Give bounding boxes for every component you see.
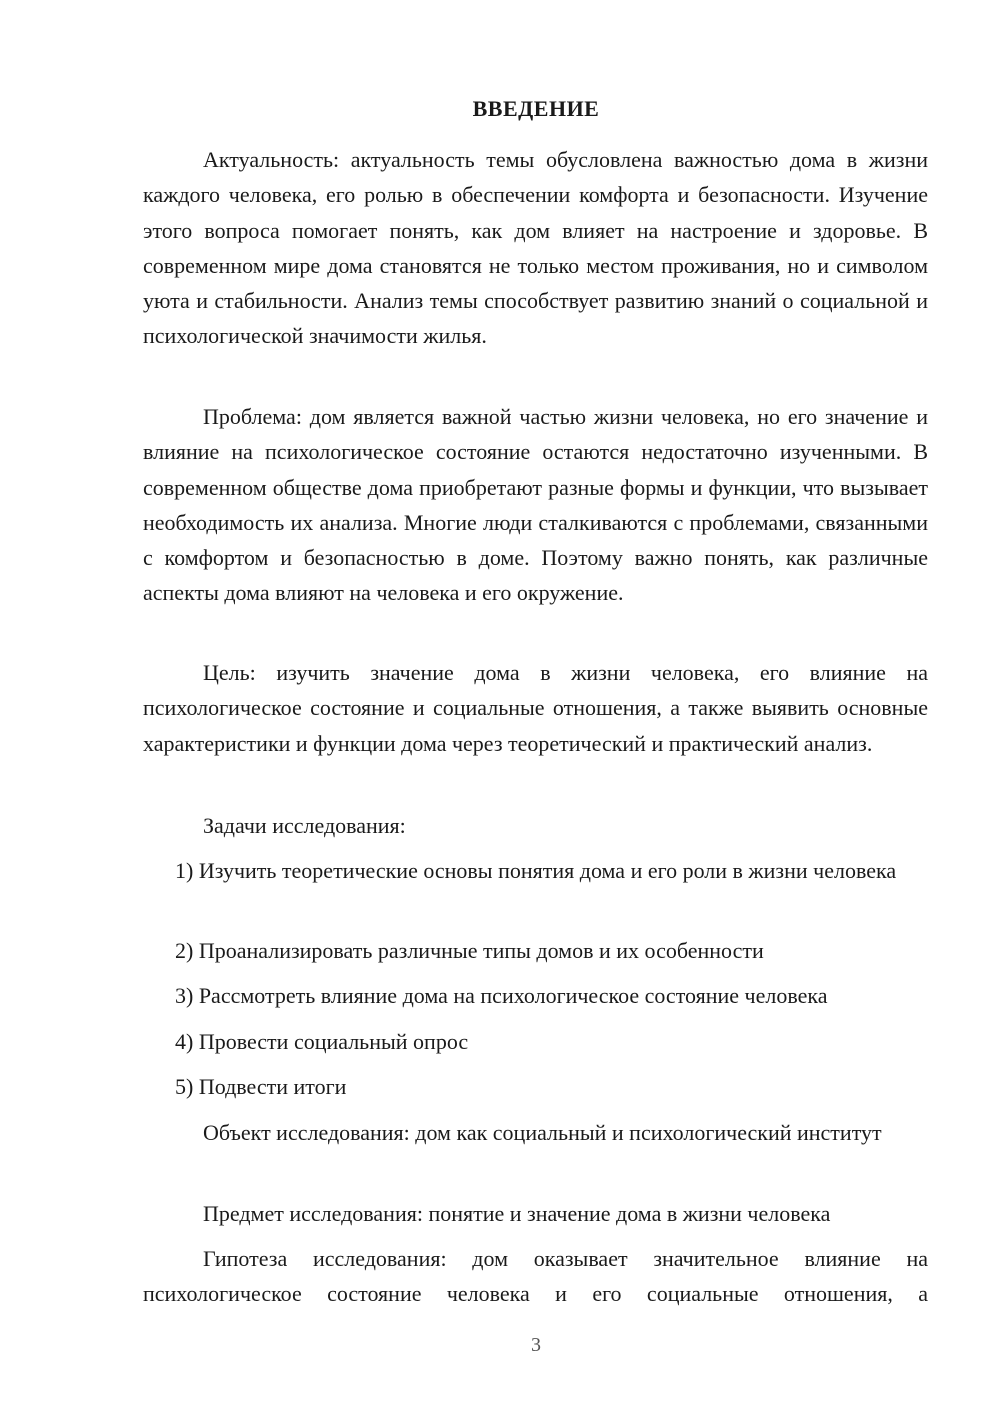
problem-paragraph: Проблема: дом является важной частью жизни человека, но его значение и влияние на психологическое состояние остаются недостаточно изученными. В современном обществе дома приобретают разные формы и функции, что вызывает необходимость их анализа. Многие люди сталкиваются с проблемами, связанными с комфортом и безопасностью в доме. Поэтому важно понять, как различные аспекты дома влияют на человека и его окружение. — [143, 404, 928, 606]
subject-paragraph: Предмет исследования: понятие и значение дома в жизни человека — [203, 1201, 831, 1226]
hypothesis-paragraph: Гипотеза исследования: дом оказывает значительное влияние на психологическое состояние человека и его социальные отношения, а — [143, 1246, 928, 1307]
goal-paragraph: Цель: изучить значение дома в жизни человека, его влияние на психологическое состояние и социальные отношения, а также выявить основные характеристики и функции дома через теоретический и практический анализ. — [143, 660, 928, 756]
task-item-5: 5) Подвести итоги — [175, 1074, 347, 1099]
relevance-paragraph: Актуальность: актуальность темы обусловлена важностью дома в жизни каждого человека, его ролью в обеспечении комфорта и безопасности. Изучение этого вопроса помогает понять, как дом влияет на настроение и здоровье. В современном мире дома становятся не только местом проживания, но и символом уюта и стабильности. Анализ темы способствует развитию знаний о социальной и психологической значимости жилья. — [143, 147, 928, 349]
object-paragraph: Объект исследования: дом как социальный и психологический институт — [203, 1120, 882, 1145]
task-item-2: 2) Проанализировать различные типы домов и их особенности — [175, 938, 764, 963]
page-title: ВВЕДЕНИЕ — [472, 96, 600, 121]
task-item-1: 1) Изучить теоретические основы понятия дома и его роли в жизни человека — [175, 858, 897, 883]
page-number: 3 — [531, 1334, 541, 1356]
tasks-heading: Задачи исследования: — [203, 813, 406, 838]
task-item-4: 4) Провести социальный опрос — [175, 1029, 469, 1054]
task-item-3: 3) Рассмотреть влияние дома на психологическое состояние человека — [175, 983, 828, 1008]
